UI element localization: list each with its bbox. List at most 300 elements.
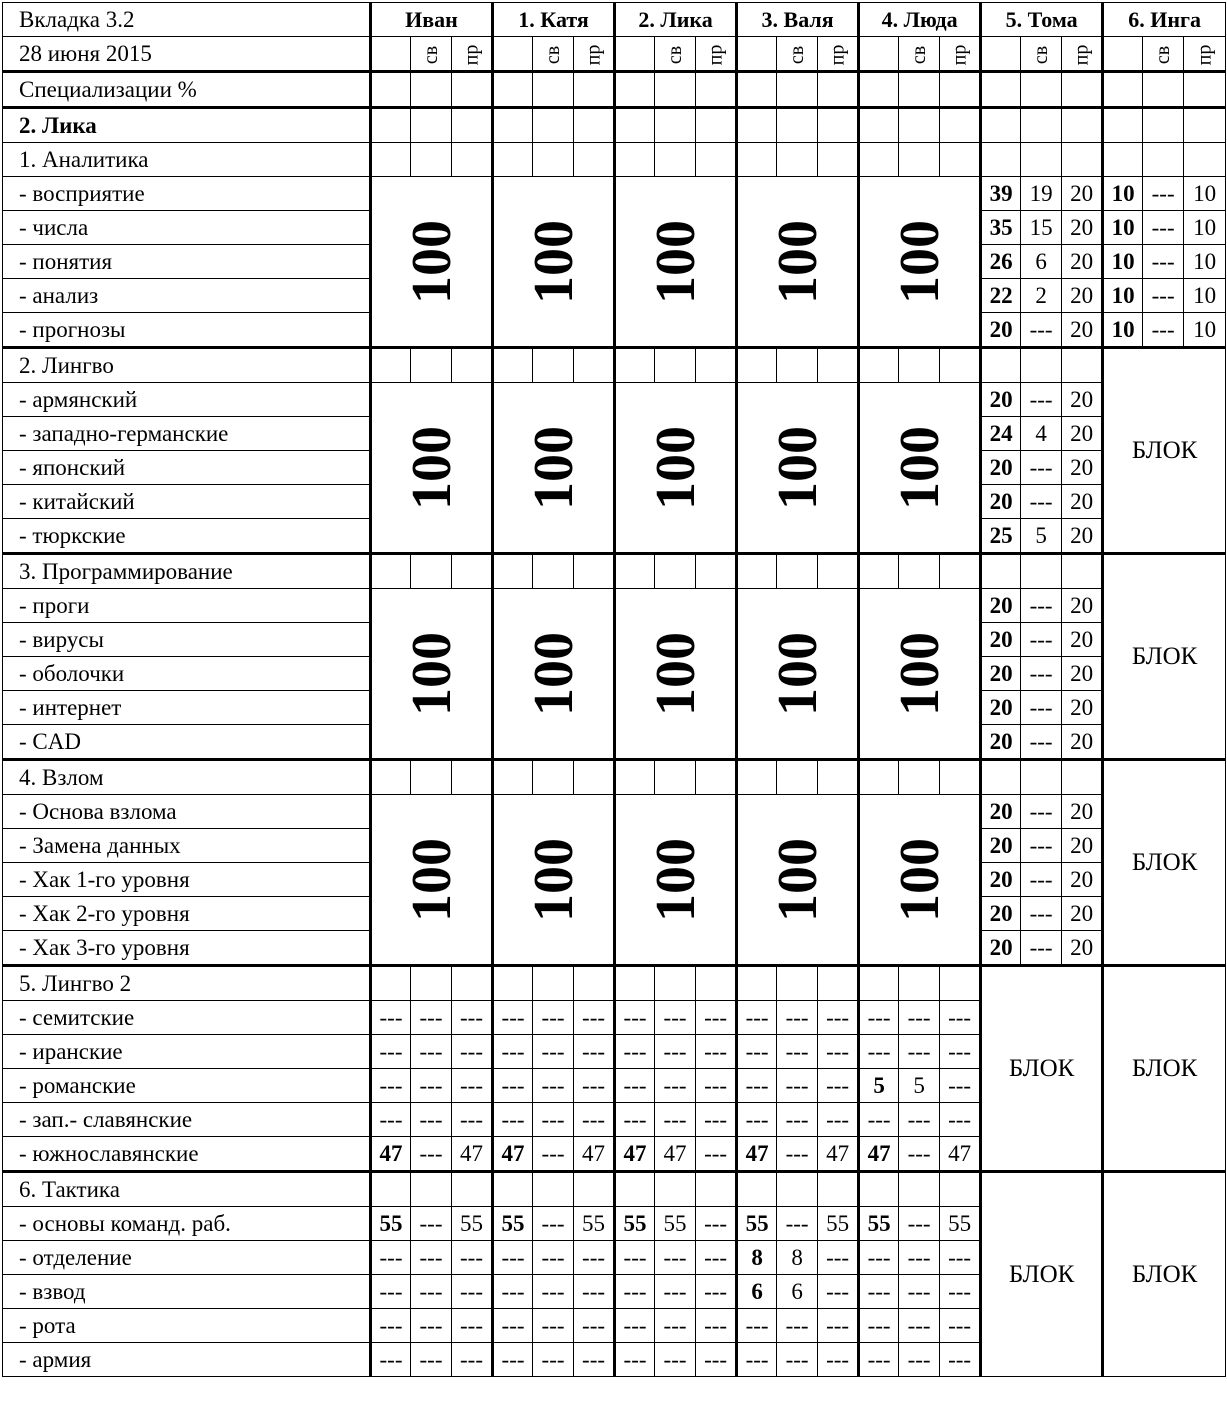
empty-cell [737,760,777,795]
empty-cell [371,1172,411,1207]
empty-cell [1021,72,1062,108]
score-value: --- [696,1103,737,1137]
score-value: --- [899,1241,940,1275]
full-mark-cell [737,795,859,966]
inga-value: --- [1143,279,1184,313]
full-mark-value: 100 [766,631,829,716]
score-value: --- [899,1309,940,1343]
sub-header-sv [899,37,940,72]
empty-cell [940,966,981,1001]
empty-cell [737,37,777,72]
empty-cell [859,143,899,177]
sub-header-text: св [419,45,442,65]
full-mark-cell [493,795,615,966]
score-value: --- [777,1343,818,1377]
empty-cell [859,554,899,589]
score-value: --- [940,1103,981,1137]
toma-value: 20 [1062,589,1103,623]
score-value: --- [533,1343,574,1377]
block-label: БЛОК [1131,1261,1198,1288]
empty-cell [1062,760,1103,795]
toma-value: 20 [981,897,1021,931]
empty-cell [899,760,940,795]
inga-value: --- [1143,313,1184,348]
empty-cell [696,72,737,108]
score-value: --- [899,1001,940,1035]
sub-header-pr [818,37,859,72]
toma-value: 20 [1062,623,1103,657]
sub-header-pr [1184,37,1226,72]
skill-label: - интернет [3,691,371,725]
full-mark-cell [615,589,737,760]
empty-cell [574,143,615,177]
empty-cell [818,108,859,143]
skill-label: - тюркские [3,519,371,554]
score-value: --- [859,1309,899,1343]
score-value: --- [411,1137,452,1172]
empty-cell [1103,37,1143,72]
full-mark-cell [371,383,493,554]
toma-value: 2 [1021,279,1062,313]
sub-header-text: пр [460,44,483,66]
empty-cell [818,966,859,1001]
empty-cell [615,72,655,108]
empty-cell [859,108,899,143]
sub-header-text: пр [704,44,727,66]
skill-label: - восприятие [3,177,371,211]
full-mark-value: 100 [400,837,463,922]
score-value: 8 [777,1241,818,1275]
full-mark-value: 100 [766,425,829,510]
empty-cell [615,143,655,177]
specializations-table [2,2,1226,1377]
empty-cell [981,554,1021,589]
empty-cell [696,143,737,177]
empty-cell [411,348,452,383]
score-value: --- [859,1343,899,1377]
empty-cell [696,108,737,143]
skill-label: - южнославянские [3,1137,371,1172]
block-cell [981,966,1103,1172]
empty-cell [452,760,493,795]
score-value: --- [615,1001,655,1035]
inga-value: 10 [1184,211,1226,245]
score-value: --- [574,1001,615,1035]
empty-cell [371,348,411,383]
empty-cell [777,348,818,383]
sub-header-text: пр [1070,44,1093,66]
empty-cell [818,348,859,383]
skill-label: - прогнозы [3,313,371,348]
section-title: 1. Аналитика [3,143,371,177]
empty-cell [737,966,777,1001]
empty-cell [411,760,452,795]
skill-label: - проги [3,589,371,623]
skill-label: - семитские [3,1001,371,1035]
score-value: 55 [655,1207,696,1241]
score-value: 6 [777,1275,818,1309]
score-value: --- [615,1275,655,1309]
empty-cell [452,143,493,177]
empty-cell [899,72,940,108]
score-value: 8 [737,1241,777,1275]
empty-cell [533,348,574,383]
toma-value: 6 [1021,245,1062,279]
empty-cell [696,1172,737,1207]
score-value: --- [899,1343,940,1377]
toma-value: --- [1021,725,1062,760]
empty-cell [411,554,452,589]
toma-value: 20 [1062,829,1103,863]
empty-cell [411,966,452,1001]
empty-cell [655,108,696,143]
sub-header-sv [411,37,452,72]
empty-cell [371,108,411,143]
score-value: --- [777,1207,818,1241]
empty-cell [533,554,574,589]
score-value: 55 [859,1207,899,1241]
score-value: --- [737,1001,777,1035]
empty-cell [493,760,533,795]
section-title: 6. Тактика [3,1172,371,1207]
score-value: --- [777,1001,818,1035]
full-mark-value: 100 [400,425,463,510]
score-value: --- [940,1035,981,1069]
empty-cell [696,554,737,589]
skill-label: - иранские [3,1035,371,1069]
full-mark-cell [859,383,981,554]
empty-cell [574,72,615,108]
empty-cell [574,348,615,383]
block-cell [1103,1172,1226,1377]
empty-cell [899,108,940,143]
empty-cell [899,348,940,383]
empty-cell [615,37,655,72]
inga-value: 10 [1184,245,1226,279]
empty-cell [411,72,452,108]
full-mark-value: 100 [522,837,585,922]
score-value: --- [696,1001,737,1035]
score-value: --- [533,1035,574,1069]
section-title: 5. Лингво 2 [3,966,371,1001]
empty-cell [940,554,981,589]
empty-cell [981,37,1021,72]
score-value: --- [452,1103,493,1137]
student-header: 6. Инга [1103,3,1226,37]
empty-cell [940,760,981,795]
inga-value: --- [1143,211,1184,245]
score-value: --- [371,1001,411,1035]
full-mark-cell [859,589,981,760]
score-value: --- [533,1103,574,1137]
full-mark-cell [615,795,737,966]
toma-value: --- [1021,313,1062,348]
empty-cell [777,108,818,143]
skill-label: - CAD [3,725,371,760]
score-value: 47 [818,1137,859,1172]
score-value: 47 [940,1137,981,1172]
score-value: 55 [818,1207,859,1241]
full-mark-cell [615,177,737,348]
empty-cell [859,1172,899,1207]
block-cell [1103,554,1226,760]
skill-label: - Хак 2-го уровня [3,897,371,931]
empty-cell [371,966,411,1001]
empty-cell [1103,143,1143,177]
toma-value: --- [1021,485,1062,519]
empty-cell [493,72,533,108]
score-value: --- [533,1241,574,1275]
section-title: 4. Взлом [3,760,371,795]
score-value: --- [899,1275,940,1309]
score-value: --- [371,1275,411,1309]
empty-cell [655,143,696,177]
score-value: 47 [574,1137,615,1172]
skill-label: - рота [3,1309,371,1343]
score-value: --- [493,1241,533,1275]
skill-label: - основы команд. раб. [3,1207,371,1241]
empty-cell [737,1172,777,1207]
skill-label: - Основа взлома [3,795,371,829]
empty-cell [1184,72,1226,108]
block-label: БЛОК [1008,1055,1075,1082]
toma-value: --- [1021,623,1062,657]
empty-cell [981,348,1021,383]
toma-value: 20 [1062,417,1103,451]
score-value: 47 [452,1137,493,1172]
score-value: --- [655,1309,696,1343]
full-mark-value: 100 [522,631,585,716]
score-value: --- [411,1103,452,1137]
score-value: --- [696,1137,737,1172]
score-value: --- [940,1275,981,1309]
empty-cell [777,1172,818,1207]
score-value: --- [493,1343,533,1377]
toma-value: 20 [1062,485,1103,519]
score-value: --- [411,1001,452,1035]
score-value: 47 [859,1137,899,1172]
sub-header-pr [452,37,493,72]
empty-cell [411,1172,452,1207]
empty-cell [371,37,411,72]
sub-header-sv [1143,37,1184,72]
full-mark-value: 100 [400,631,463,716]
score-value: 5 [899,1069,940,1103]
empty-cell [655,966,696,1001]
empty-cell [777,72,818,108]
empty-cell [1021,108,1062,143]
score-value: --- [859,1275,899,1309]
full-mark-cell [371,589,493,760]
toma-value: --- [1021,795,1062,829]
empty-cell [655,760,696,795]
score-value: --- [940,1309,981,1343]
score-value: --- [533,1309,574,1343]
empty-cell [899,1172,940,1207]
empty-cell [737,72,777,108]
block-cell [1103,760,1226,966]
student-header: Иван [371,3,493,37]
toma-value: 4 [1021,417,1062,451]
score-value: --- [533,1001,574,1035]
sub-header-pr [574,37,615,72]
toma-value: 15 [1021,211,1062,245]
empty-cell [655,348,696,383]
empty-cell [615,1172,655,1207]
score-value: --- [940,1069,981,1103]
empty-cell [615,348,655,383]
sub-header-text: св [1152,45,1175,65]
empty-cell [899,554,940,589]
empty-cell [411,143,452,177]
empty-cell [493,348,533,383]
empty-cell [574,108,615,143]
empty-cell [574,1172,615,1207]
full-mark-cell [737,177,859,348]
score-value: --- [452,1001,493,1035]
score-value: --- [818,1001,859,1035]
empty-cell [574,760,615,795]
empty-cell [1143,143,1184,177]
sub-header-text: пр [826,44,849,66]
score-value: --- [574,1035,615,1069]
empty-cell [859,72,899,108]
empty-cell [737,554,777,589]
empty-cell [411,108,452,143]
score-value: --- [655,1275,696,1309]
full-mark-cell [737,589,859,760]
score-value: --- [696,1207,737,1241]
score-value: 47 [655,1137,696,1172]
toma-value: --- [1021,931,1062,966]
full-mark-value: 100 [644,425,707,510]
score-value: --- [574,1275,615,1309]
empty-cell [1062,108,1103,143]
score-value: --- [493,1001,533,1035]
current-student: 2. Лика [3,108,371,143]
empty-cell [371,554,411,589]
spec-label: Специализации % [3,72,371,108]
empty-cell [1062,143,1103,177]
score-value: --- [655,1035,696,1069]
full-mark-cell [615,383,737,554]
sub-header-pr [1062,37,1103,72]
score-value: --- [533,1137,574,1172]
score-value: --- [899,1103,940,1137]
score-value: --- [655,1001,696,1035]
inga-value: 10 [1103,313,1143,348]
empty-cell [655,72,696,108]
toma-value: 20 [1062,691,1103,725]
empty-cell [493,143,533,177]
score-value: 55 [737,1207,777,1241]
toma-value: --- [1021,829,1062,863]
score-value: --- [655,1343,696,1377]
score-value: --- [859,1001,899,1035]
student-header: 1. Катя [493,3,615,37]
toma-value: 20 [1062,795,1103,829]
full-mark-value: 100 [400,219,463,304]
score-value: 55 [452,1207,493,1241]
empty-cell [1103,108,1143,143]
toma-value: 20 [981,623,1021,657]
score-value: --- [371,1309,411,1343]
score-value: --- [696,1241,737,1275]
toma-value: 20 [1062,313,1103,348]
score-value: --- [696,1275,737,1309]
score-value: 5 [859,1069,899,1103]
full-mark-value: 100 [888,219,951,304]
toma-value: 20 [1062,177,1103,211]
score-value: --- [696,1069,737,1103]
empty-cell [1143,72,1184,108]
sub-header-text: св [1030,45,1053,65]
empty-cell [940,348,981,383]
sub-header-sv [655,37,696,72]
inga-value: 10 [1184,279,1226,313]
toma-value: 20 [981,485,1021,519]
score-value: --- [574,1309,615,1343]
full-mark-cell [371,795,493,966]
student-header: 4. Люда [859,3,981,37]
toma-value: 20 [1062,657,1103,691]
inga-value: --- [1143,177,1184,211]
score-value: --- [777,1103,818,1137]
tab-title: Вкладка 3.2 [3,3,371,37]
empty-cell [574,554,615,589]
toma-value: 26 [981,245,1021,279]
sub-header-text: пр [1193,44,1216,66]
section-title: 3. Программирование [3,554,371,589]
block-cell [1103,348,1226,554]
score-value: 55 [574,1207,615,1241]
score-value: 47 [615,1137,655,1172]
score-value: --- [859,1035,899,1069]
toma-value: 20 [981,725,1021,760]
score-value: --- [859,1241,899,1275]
full-mark-cell [859,795,981,966]
empty-cell [452,72,493,108]
score-value: --- [899,1207,940,1241]
empty-cell [615,760,655,795]
full-mark-value: 100 [888,631,951,716]
empty-cell [452,966,493,1001]
skill-label: - понятия [3,245,371,279]
empty-cell [533,143,574,177]
score-value: --- [696,1035,737,1069]
empty-cell [533,1172,574,1207]
toma-value: --- [1021,897,1062,931]
score-value: --- [737,1309,777,1343]
inga-value: --- [1143,245,1184,279]
toma-value: 20 [1062,897,1103,931]
score-value: --- [818,1069,859,1103]
full-mark-cell [493,177,615,348]
block-label: БЛОК [1131,643,1198,670]
empty-cell [1062,348,1103,383]
inga-value: 10 [1103,279,1143,313]
score-value: --- [371,1069,411,1103]
score-value: --- [899,1137,940,1172]
empty-cell [859,760,899,795]
empty-cell [533,966,574,1001]
empty-cell [859,348,899,383]
block-label: БЛОК [1131,437,1198,464]
empty-cell [737,143,777,177]
block-cell [1103,966,1226,1172]
empty-cell [859,966,899,1001]
toma-value: 19 [1021,177,1062,211]
